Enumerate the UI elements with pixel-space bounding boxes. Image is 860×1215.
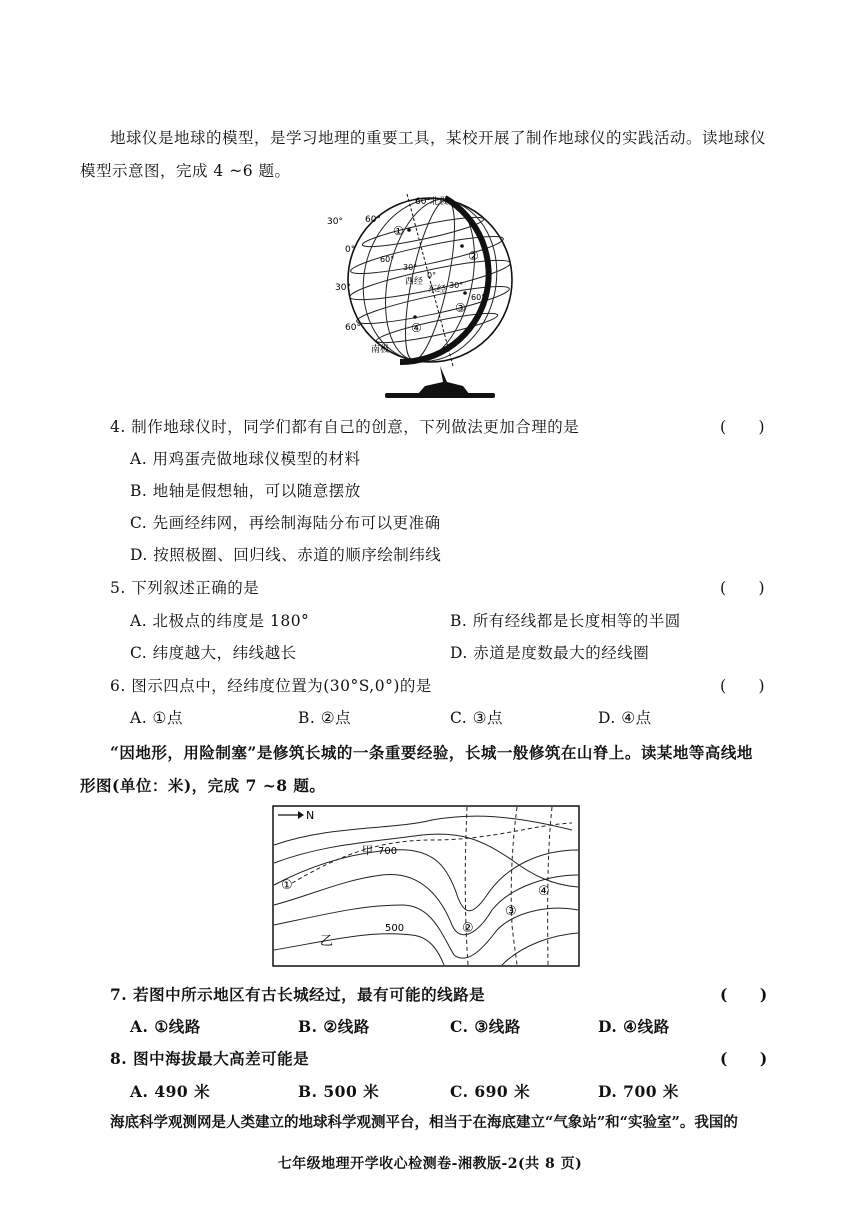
q5-option-a[interactable]: A. 北极点的纬度是 180° [130, 612, 310, 630]
south-pole-label: 南极 [371, 345, 390, 355]
inner-lon-0: 0° [427, 271, 437, 280]
lat-label-30n: 30° [327, 217, 343, 227]
east-longitude-label: 东经 [428, 285, 447, 295]
intro-great-wall [80, 736, 785, 802]
point-3: ③ [455, 301, 466, 315]
lat-label-60n: 60° [365, 215, 381, 225]
q6-answer-bracket[interactable]: ( ) [720, 677, 766, 695]
q5-option-d[interactable]: D. 赤道是度数最大的经线圈 [450, 644, 650, 662]
q7-option-d[interactable]: D. ④线路 [598, 1017, 670, 1036]
q8-option-a[interactable]: A. 490 米 [130, 1082, 211, 1101]
q7-answer-bracket[interactable]: ( ) [720, 985, 768, 1004]
intro-great-wall-line1: “因地形，用险制塞”是修筑长城的一条重要经验，长城一般修筑在山脊上。读某地等高线地 [110, 743, 753, 762]
q8-answer-bracket[interactable]: ( ) [720, 1049, 768, 1068]
q4-option-d[interactable]: D. 按照极圈、回归线、赤道的顺序绘制纬线 [130, 546, 442, 564]
question-6 [110, 674, 780, 698]
label-700: 700 [378, 846, 398, 857]
intro-globe-line1: 地球仪是地球的模型，是学习地理的重要工具，某校开展了制作地球仪的实践活动。读地球仪 [110, 129, 767, 147]
q5-option-b[interactable]: B. 所有经线都是长度相等的半圆 [450, 612, 681, 630]
q8-stem: 8. 图中海拔最大高差可能是 [110, 1049, 310, 1068]
west-longitude-label: 西经 [405, 277, 424, 287]
globe-figure [325, 190, 540, 405]
q7-option-c[interactable]: C. ③线路 [450, 1017, 521, 1036]
lat-label-0: 0° [345, 245, 356, 255]
question-7 [110, 983, 780, 1007]
q7-option-a[interactable]: A. ①线路 [130, 1017, 201, 1036]
intro-great-wall-line2: 形图(单位：米)，完成 7 ~8 题。 [80, 776, 326, 795]
inner-lon-30e: 30° [449, 281, 464, 290]
route-1: ① [281, 878, 293, 893]
q5-option-c[interactable]: C. 纬度越大，纬线越长 [130, 644, 297, 662]
q4-option-c[interactable]: C. 先画经纬网，再绘制海陆分布可以更准确 [130, 514, 441, 532]
q7-stem: 7. 若图中所示地区有古长城经过，最有可能的线路是 [110, 985, 486, 1004]
question-4 [110, 415, 780, 439]
label-yi: 乙 [320, 934, 334, 949]
q6-option-c[interactable]: C. ③点 [450, 709, 504, 727]
q4-stem: 4. 制作地球仪时，同学们都有自己的创意，下列做法更加合理的是 [110, 418, 580, 436]
q6-option-b[interactable]: B. ②点 [298, 709, 352, 727]
q4-option-a[interactable]: A. 用鸡蛋壳做地球仪模型的材料 [130, 450, 361, 468]
intro-seafloor [110, 1106, 790, 1139]
inner-lon-60w: 60° [380, 255, 395, 264]
north-pole-label: 北极 [430, 197, 449, 207]
intro-globe [80, 122, 785, 188]
lat-label-60s: 60° [345, 323, 361, 333]
question-5 [110, 576, 780, 600]
q8-option-c[interactable]: C. 690 米 [450, 1082, 531, 1101]
point-2: ② [468, 249, 479, 263]
contour-map [272, 805, 582, 970]
q7-option-b[interactable]: B. ②线路 [298, 1017, 370, 1036]
route-2: ② [462, 921, 474, 936]
question-8 [110, 1047, 780, 1071]
q6-option-d[interactable]: D. ④点 [598, 709, 652, 727]
label-500: 500 [385, 923, 405, 934]
page-footer: 七年级地理开学收心检测卷-湘教版-2(共 8 页) [277, 1156, 583, 1172]
q6-option-a[interactable]: A. ①点 [130, 709, 183, 727]
lat-label-30s: 30° [335, 283, 351, 293]
q8-option-b[interactable]: B. 500 米 [298, 1082, 380, 1101]
inner-lon-30w: 30° [403, 263, 418, 272]
q8-option-d[interactable]: D. 700 米 [598, 1082, 679, 1101]
point-4: ④ [411, 321, 422, 335]
label-jia: 甲 [362, 844, 373, 857]
intro-seafloor-line1: 海底科学观测网是人类建立的地球科学观测平台，相当于在海底建立“气象站”和“实验室”。我国的 [110, 1114, 738, 1131]
route-4: ④ [538, 884, 550, 899]
q4-answer-bracket[interactable]: ( ) [720, 418, 766, 436]
q5-stem: 5. 下列叙述正确的是 [110, 579, 260, 597]
intro-globe-line2: 模型示意图，完成 4 ~6 题。 [80, 162, 291, 180]
q6-stem: 6. 图示四点中，经纬度位置为(30°S,0°)的是 [110, 677, 432, 695]
top-lat-label: 60° [415, 197, 431, 207]
route-3: ③ [505, 904, 517, 919]
q5-answer-bracket[interactable]: ( ) [720, 579, 766, 597]
q4-option-b[interactable]: B. 地轴是假想轴，可以随意摆放 [130, 482, 361, 500]
north-label: N [306, 809, 315, 822]
inner-lon-60e: 60° [471, 293, 486, 302]
point-1: ① [393, 224, 404, 238]
